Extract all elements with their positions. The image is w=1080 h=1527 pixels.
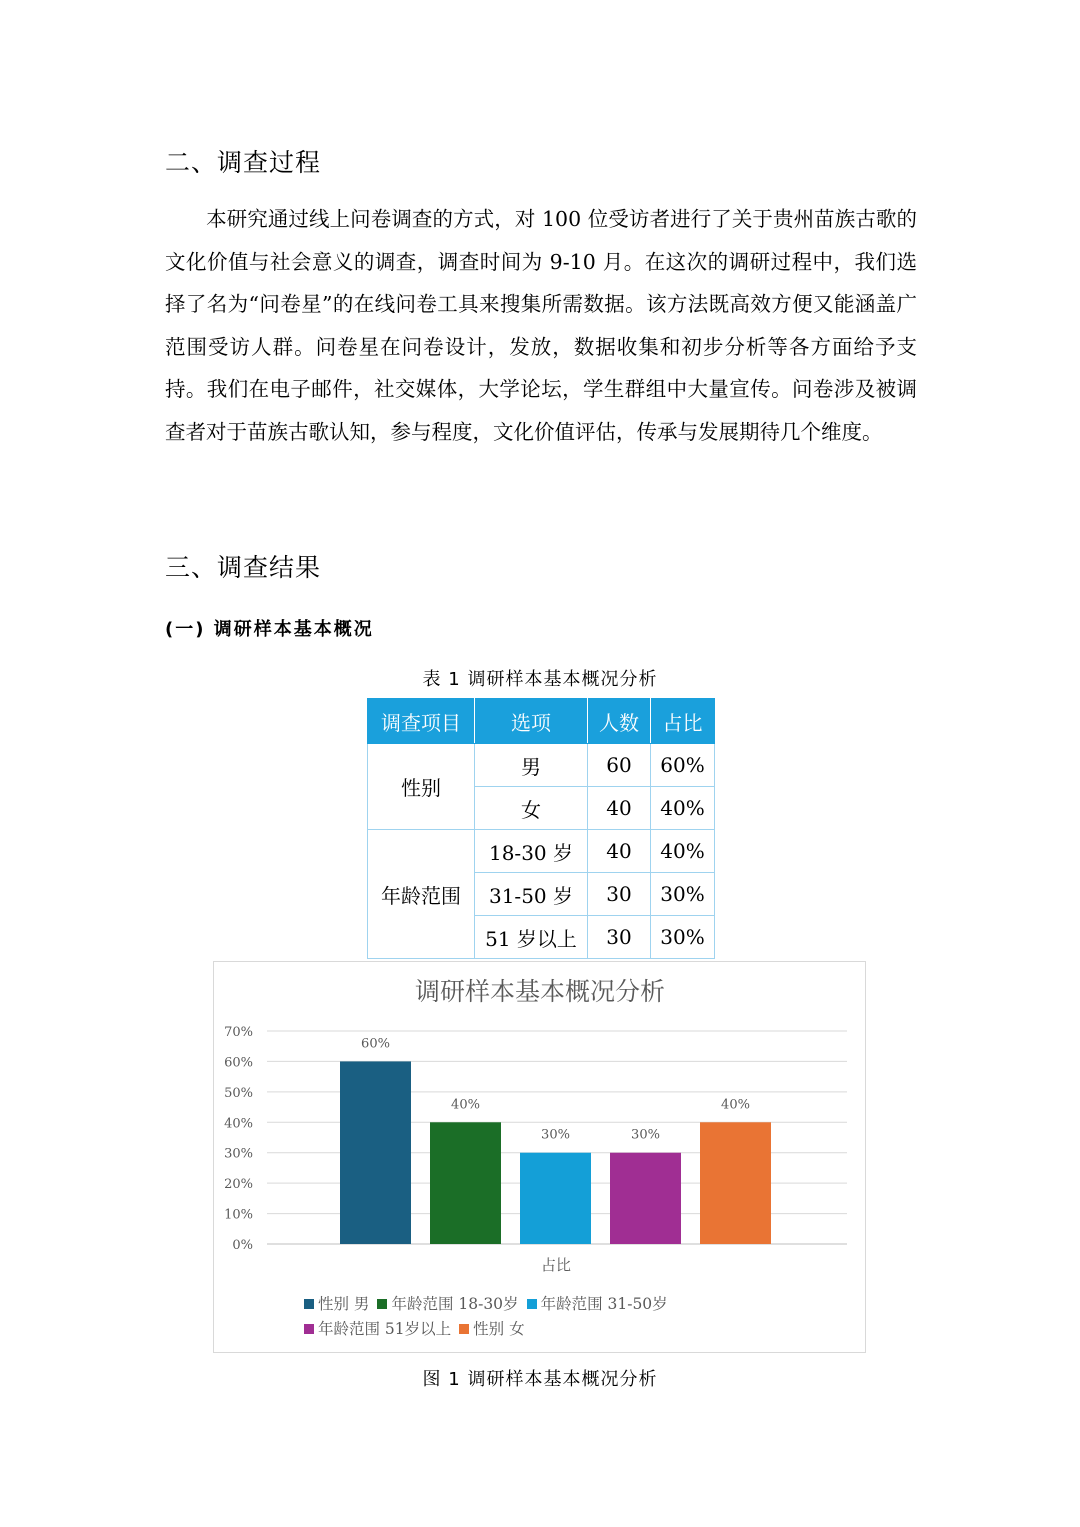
bar [430, 1122, 501, 1244]
section-heading-process: 二、调查过程 [165, 148, 322, 177]
figure-caption: 图 1 调研样本基本概况分析 [422, 1369, 658, 1390]
table-caption: 表 1 调研样本基本概况分析 [422, 669, 658, 690]
pct-cell: 40% [651, 787, 715, 830]
chart-legend [304, 1292, 824, 1342]
pct-cell: 30% [651, 873, 715, 916]
count-cell: 30 [588, 916, 651, 959]
option-cell: 31-50 岁 [475, 873, 588, 916]
legend-item [459, 1317, 524, 1342]
bar [610, 1153, 681, 1244]
y-tick-label: 60% [224, 1055, 253, 1071]
process-paragraph-text: 本研究通过线上问卷调查的方式，对 100 位受访者进行了关于贵州苗族古歌的文化价值与社会意义的调查，调查时间为 9-10 月。在这次的调研过程中，我们选择了名为“问卷星”的在线问卷工具来搜集所需数据。该方法既高效方便又能涵盖广范围受访人群。问卷星在问卷设计，发放，数据收集和初步分析等各方面给予支持。我们在电子邮件，社交媒体，大学论坛，学生群组中大量宣传。问卷涉及被调查者对于苗族古歌认知，参与程度，文化价值评估，传承与发展期待几个维度。 [165, 207, 917, 444]
legend-swatch [304, 1324, 314, 1334]
data-label: 40% [451, 1097, 480, 1113]
table-row [368, 744, 715, 787]
table-header-row [368, 699, 715, 744]
pct-cell: 60% [651, 744, 715, 787]
legend-swatch [377, 1299, 387, 1309]
y-tick-label: 10% [224, 1207, 253, 1223]
legend-swatch [304, 1299, 314, 1309]
header-item: 调查项目 [368, 699, 475, 744]
x-axis-category-label: 占比 [540, 1256, 572, 1274]
pct-cell: 40% [651, 830, 715, 873]
data-label: 30% [541, 1127, 570, 1143]
option-cell: 男 [475, 744, 588, 787]
y-tick-label: 0% [232, 1238, 253, 1253]
y-tick-label: 40% [224, 1116, 253, 1132]
count-cell: 30 [588, 873, 651, 916]
legend-swatch [527, 1299, 537, 1309]
data-label: 40% [721, 1097, 750, 1113]
option-cell: 女 [475, 787, 588, 830]
header-count: 人数 [588, 699, 651, 744]
count-cell: 40 [588, 830, 651, 873]
option-cell: 18-30 岁 [475, 830, 588, 873]
legend-label: 年龄范围 51岁以上 [318, 1320, 452, 1338]
pct-cell: 30% [651, 916, 715, 959]
process-paragraph [165, 198, 917, 453]
y-tick-label: 70% [224, 1025, 253, 1040]
legend-label: 性别 男 [318, 1295, 370, 1313]
count-cell: 40 [588, 787, 651, 830]
legend-item [527, 1292, 668, 1317]
y-tick-label: 20% [224, 1177, 253, 1193]
chart-title: 调研样本基本概况分析 [414, 977, 666, 1006]
y-tick-label: 30% [224, 1146, 253, 1162]
subsection-heading: (一) 调研样本基本概况 [165, 619, 374, 640]
table-row [368, 830, 715, 873]
legend-item [304, 1292, 369, 1317]
y-tick-label: 50% [224, 1085, 253, 1101]
bar [520, 1153, 591, 1244]
legend-swatch [459, 1324, 469, 1334]
legend-label: 性别 女 [473, 1320, 525, 1338]
header-option: 选项 [475, 699, 588, 744]
group-cell: 年龄范围 [368, 830, 475, 959]
legend-item [304, 1317, 451, 1342]
legend-label: 年龄范围 18-30岁 [391, 1295, 519, 1313]
option-cell: 51 岁以上 [475, 916, 588, 959]
data-label: 30% [631, 1127, 660, 1143]
data-label: 60% [361, 1036, 390, 1052]
legend-item [377, 1292, 518, 1317]
bar [340, 1061, 411, 1244]
header-pct: 占比 [651, 699, 715, 744]
sample-overview-table [367, 698, 715, 959]
legend-label: 年龄范围 31-50岁 [540, 1295, 668, 1313]
section-heading-results: 三、调查结果 [165, 553, 322, 582]
group-cell: 性别 [368, 744, 475, 830]
sample-overview-chart [213, 961, 866, 1353]
count-cell: 60 [588, 744, 651, 787]
bar [700, 1122, 771, 1244]
